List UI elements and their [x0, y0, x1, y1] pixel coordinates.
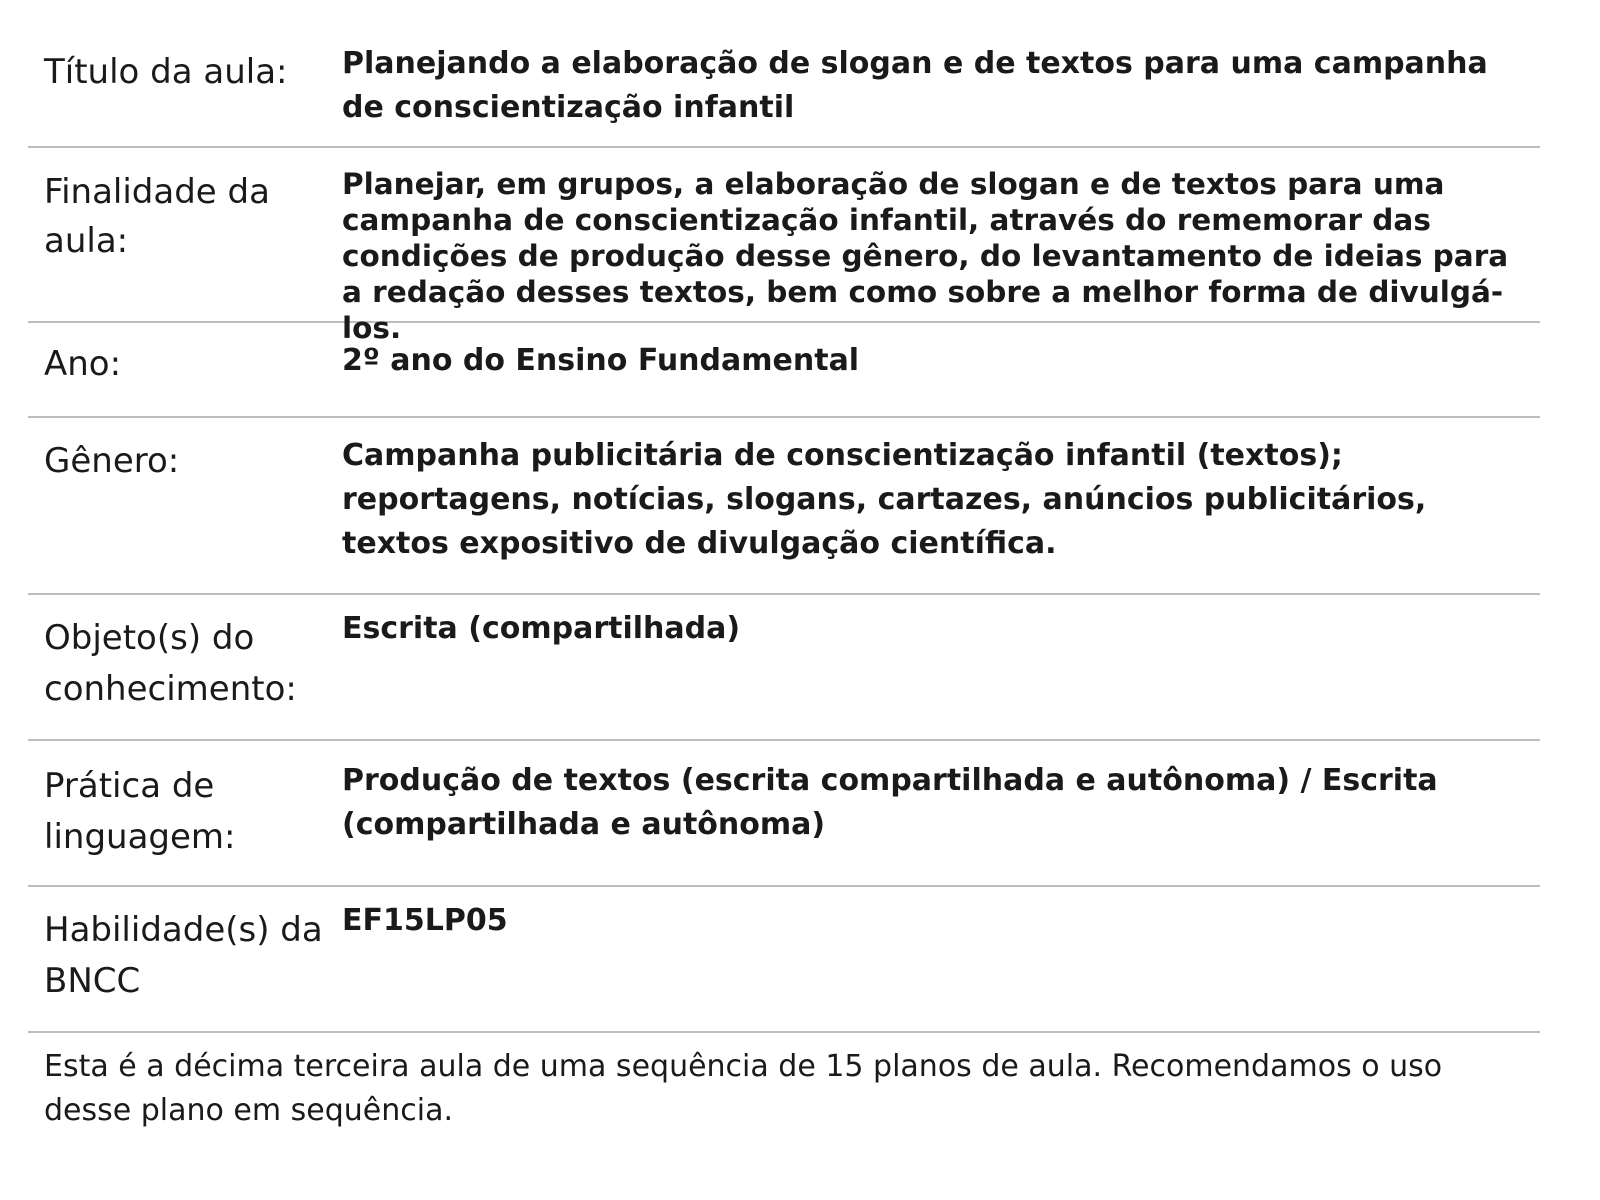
row-ano [28, 323, 1540, 418]
row-value: Escrita (compartilhada) [342, 611, 741, 646]
row-label: Finalidade da aula: [44, 172, 270, 261]
row-habilidade [28, 887, 1540, 1033]
row-value: Planejando a elaboração de slogan e de textos para uma campanha de conscientização infantil [342, 46, 1488, 125]
sequence-note: Esta é a décima terceira aula de uma sequência de 15 planos de aula. Recomendamos o uso desse plano em sequência. [44, 1049, 1443, 1128]
row-value: Campanha publicitária de conscientização infantil (textos); reportagens, notícias, slogans, cartazes, anúncios publicitários, textos expositivo de divulgação científica. [342, 438, 1427, 561]
row-value: EF15LP05 [342, 903, 508, 938]
row-value: 2º ano do Ensino Fundamental [342, 343, 860, 378]
row-label: Objeto(s) do conhecimento: [44, 618, 297, 709]
row-objeto [28, 595, 1540, 741]
row-label: Prática de linguagem: [44, 766, 236, 857]
row-pratica [28, 741, 1540, 887]
row-value: Planejar, em grupos, a elaboração de slogan e de textos para uma campanha de conscientização infantil, através do rememorar das condições de produção desse gênero, do levantamento de ideias para a redação desses textos, bem como sobre a melhor forma de divulgá-los. [342, 167, 1509, 345]
row-label: Habilidade(s) da BNCC [44, 910, 323, 1001]
row-label: Ano: [44, 344, 122, 384]
row-finalidade [28, 148, 1540, 345]
row-titulo [28, 0, 1540, 148]
row-label: Gênero: [44, 441, 180, 481]
row-genero [28, 418, 1540, 595]
row-label: Título da aula: [44, 52, 288, 92]
row-value: Produção de textos (escrita compartilhada e autônoma) / Escrita (compartilhada e autônoma) [342, 763, 1438, 842]
lesson-plan-table [28, 0, 1540, 1133]
